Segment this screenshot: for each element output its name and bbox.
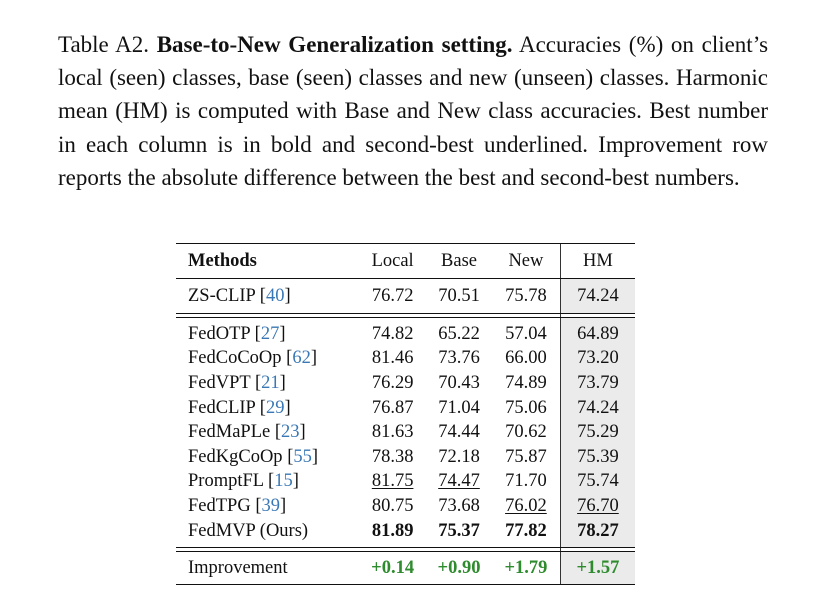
table-row: FedCoCoOp [62] 81.46 73.76 66.00 73.20 [176, 347, 635, 372]
new-cell: 74.89 [505, 372, 547, 393]
new-cell: 75.06 [505, 397, 547, 418]
header-new: New [492, 244, 560, 279]
hm-cell: 64.89 [560, 318, 635, 347]
citation-link[interactable]: 55 [293, 446, 312, 467]
local-cell: 76.29 [371, 372, 414, 393]
second-best-new: 76.02 [505, 495, 547, 516]
new-cell: 75.87 [505, 446, 547, 467]
second-best-local: 81.75 [371, 471, 414, 492]
citation-link[interactable]: 39 [261, 495, 280, 516]
improvement-local: +0.14 [359, 552, 426, 585]
new-cell: 71.70 [505, 471, 547, 492]
header-hm: HM [560, 244, 635, 279]
results-table [176, 243, 635, 585]
best-local: 81.89 [359, 519, 426, 548]
hm-cell: 74.24 [560, 279, 635, 314]
method-name: FedCoCoOp [188, 348, 282, 369]
method-name: FedVPT [188, 372, 251, 393]
base-cell: 71.04 [438, 397, 480, 418]
best-hm: 78.27 [560, 519, 635, 548]
new-cell: 70.62 [505, 422, 547, 443]
table-row: FedVPT [21] 76.29 70.43 74.89 73.79 [176, 371, 635, 396]
local-cell: 78.38 [371, 446, 414, 467]
caption-heading: Base-to-New Generalization setting. [156, 32, 513, 57]
second-best-base: 74.47 [438, 471, 480, 492]
hm-cell: 75.39 [560, 445, 635, 470]
method-cell: ZS-CLIP [40] [176, 279, 359, 314]
citation-link[interactable]: 27 [260, 323, 280, 344]
new-cell: 57.04 [505, 323, 547, 344]
hm-cell: 73.20 [560, 347, 635, 372]
improvement-base: +0.90 [426, 552, 492, 585]
local-cell: 76.87 [371, 397, 414, 418]
citation-link[interactable]: 62 [292, 348, 311, 369]
local-cell: 81.46 [371, 348, 414, 369]
new-cell: 75.78 [492, 279, 560, 314]
header-base: Base [426, 244, 492, 279]
base-cell: 73.68 [438, 495, 480, 516]
citation-link[interactable]: 29 [265, 397, 285, 418]
header-methods: Methods [176, 244, 359, 279]
caption-body: Accuracies (%) on client’s local (seen) classes, base (seen) classes and new (unseen) classes. Harmonic mean (HM) is computed with Base and New class accuracies. Best number in each column is in bold and second-best underlined. Improvement row reports the absolute difference between the best and second-best numbers. [58, 32, 769, 190]
new-cell: 66.00 [505, 348, 547, 369]
base-cell: 74.44 [438, 422, 480, 443]
base-cell: 73.76 [438, 348, 480, 369]
method-name: PromptFL [188, 471, 264, 492]
baseline-row [176, 279, 635, 314]
improvement-new: +1.79 [492, 552, 560, 585]
table-row: FedOTP [27] 74.82 65.22 57.04 64.89 [176, 318, 635, 347]
table-row: FedKgCoOp [55] 78.38 72.18 75.87 75.39 [176, 445, 635, 470]
method-name: FedKgCoOp [188, 446, 283, 467]
method-name: ZS-CLIP [188, 285, 256, 306]
citation-link[interactable]: 21 [261, 372, 280, 393]
second-best-hm: 76.70 [577, 495, 619, 516]
table-caption [58, 28, 768, 194]
hm-cell: 74.24 [560, 396, 635, 421]
header-row [176, 244, 635, 279]
caption-label: Table A2. [58, 32, 150, 57]
citation-link[interactable]: 40 [265, 285, 285, 306]
table-row: PromptFL [15] 81.75 74.47 71.70 75.74 [176, 470, 635, 495]
method-name: FedMVP (Ours) [176, 519, 359, 548]
hm-cell: 73.79 [560, 371, 635, 396]
citation-link[interactable]: 23 [281, 422, 300, 443]
base-cell: 70.51 [426, 279, 492, 314]
best-base: 75.37 [426, 519, 492, 548]
best-new: 77.82 [492, 519, 560, 548]
table-row-ours [176, 519, 635, 548]
local-cell: 76.72 [359, 279, 426, 314]
local-cell: 81.63 [371, 422, 414, 443]
hm-cell: 75.29 [560, 420, 635, 445]
hm-cell: 75.74 [560, 470, 635, 495]
improvement-hm: +1.57 [560, 552, 635, 585]
base-cell: 65.22 [438, 323, 480, 344]
table-row: FedMaPLe [23] 81.63 74.44 70.62 75.29 [176, 420, 635, 445]
header-local: Local [359, 244, 426, 279]
table-row: FedCLIP [29] 76.87 71.04 75.06 74.24 [176, 396, 635, 421]
table-row: FedTPG [39] 80.75 73.68 76.02 76.70 [176, 494, 635, 519]
method-name: FedMaPLe [188, 422, 271, 443]
local-cell: 80.75 [371, 495, 414, 516]
base-cell: 70.43 [438, 372, 480, 393]
local-cell: 74.82 [371, 323, 414, 344]
improvement-label: Improvement [176, 552, 359, 585]
improvement-row [176, 552, 635, 585]
method-name: FedTPG [188, 495, 251, 516]
base-cell: 72.18 [438, 446, 480, 467]
method-name: FedOTP [188, 323, 251, 344]
method-name: FedCLIP [188, 397, 256, 418]
citation-link[interactable]: 15 [274, 471, 293, 492]
